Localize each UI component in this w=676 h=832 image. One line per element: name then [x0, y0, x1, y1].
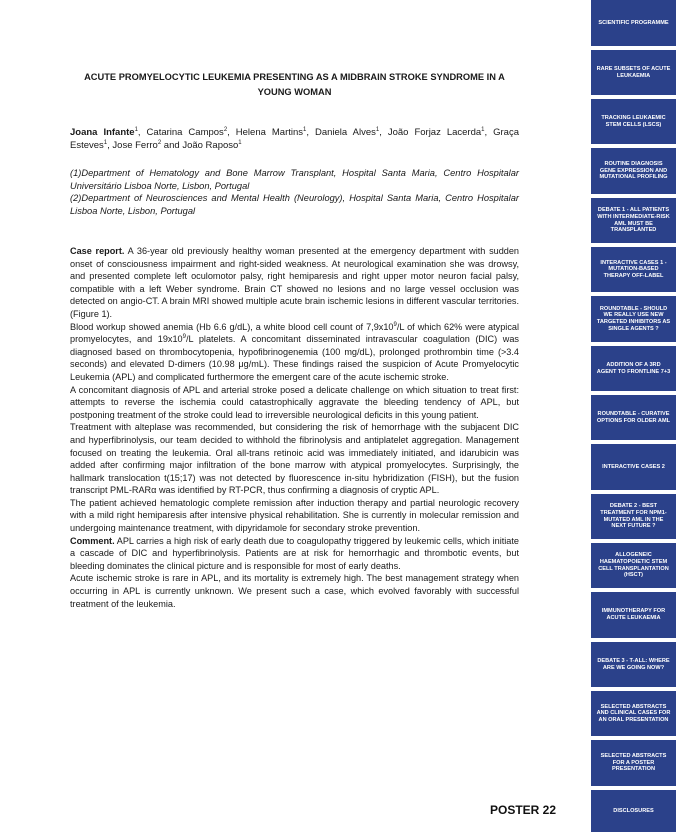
paragraph-outcome: The patient achieved hematologic complete remission after induction therapy and partial neurologic recovery with a mild right hemiparesis after intensive physical rehabilitation. She is currently in molecular remission and undergoing maintenance treatment, with dipyridamole for secondary stroke prevention.	[70, 497, 519, 534]
author-affiliation-mark: 1	[303, 126, 307, 133]
abstract-body	[70, 245, 519, 610]
paragraph-blood-workup	[70, 321, 519, 384]
sidebar-item-roundtable-inhibitors[interactable]: ROUNDTABLE - SHOULD WE REALLY USE NEW TARGETED INHIBITORS AS SINGLE AGENTS ?	[591, 296, 676, 342]
paragraph-text: Blood workup showed anemia (Hb 6.6 g/dL), a white blood cell count of 7,9x10	[70, 321, 394, 332]
title-line-2: YOUNG WOMAN	[257, 87, 332, 97]
paragraph-comment	[70, 535, 519, 573]
sidebar-item-selected-oral[interactable]: SELECTED ABSTRACTS AND CLINICAL CASES FOR AN ORAL PRESENTATION	[591, 691, 676, 736]
sidebar-item-routine-diagnosis[interactable]: ROUTINE DIAGNOSIS GENE EXPRESSION AND MUTATIONAL PROFILING	[591, 148, 676, 194]
sidebar-item-debate-2[interactable]: DEBATE 2 - BEST TREATMENT FOR NPM1-MUTATED AML IN THE NEXT FUTURE ?	[591, 494, 676, 539]
case-report-label: Case report.	[70, 246, 125, 256]
paragraph-text: A 36-year old previously healthy woman presented at the emergency department with sudden onset of consciousness impairment and right-sided weakness. At neurological examination she was drowsy, and presented complete left oculomotor palsy, right hemiparesis and right upper motor neuron facial palsy, compatible with a left Weber syndrome. Brain CT showed no lesions and no large vessel occlusion was detected on angio-CT. A brain MRI showed multiple acute brain ischemic lesions in different vascular territories. (Figure 1).	[70, 246, 520, 319]
author-affiliation-mark: 1	[375, 126, 380, 133]
author-name: Joana Infante	[70, 127, 135, 138]
paragraph-text: /L platelets. A concomitant disseminated intravascular coagulation (DIC) was diagnosed based on thrombocytopenia, hypofibrinogenemia (100 mg/dL), prolonged prothrombin time (>3.4 seconds) and elevated D-dimers (10.98 μg/mL). These findings raised the suspicion of Acute Promyelocytic Leukemia (APL) and complicated furthermore the emergent care of the acute ischemic stroke.	[70, 334, 519, 382]
paragraph-text: APL carries a high risk of early death due to coagulopathy triggered by leukemic cells, which initiate a cascade of DIC and hyperfibrinolysis. Patients are at risk for hemorrhagic and thrombotic events, but bleeding dominates the clinical picture and is responsible for most of early deaths.	[70, 535, 519, 571]
sidebar-item-interactive-cases-1[interactable]: INTERACTIVE CASES 1 - MUTATION-BASED THERAPY OFF-LABEL	[591, 247, 676, 292]
sidebar-item-debate-1[interactable]: DEBATE 1 - ALL PATIENTS WITH INTERMEDIATE-RISK AML MUST BE TRANSPLANTED	[591, 198, 676, 243]
sidebar-item-interactive-cases-2[interactable]: INTERACTIVE CASES 2	[591, 444, 676, 490]
paragraph-case-report	[70, 245, 519, 321]
sidebar-item-rare-subsets[interactable]: RARE SUBSETS OF ACUTE LEUKAEMIA	[591, 50, 676, 95]
sidebar-item-scientific-programme[interactable]: SCIENTIFIC PROGRAMME	[591, 0, 676, 46]
paragraph-conclusion: Acute ischemic stroke is rare in APL, and its mortality is extremely high. The best management strategy when occurring in APL is currently unknown. We present such a case, which evolved favorably with successful treatment of the leukemia.	[70, 573, 519, 609]
affiliations	[70, 167, 519, 217]
author-affiliation-mark: 1	[238, 139, 242, 146]
sidebar-item-third-agent[interactable]: ADDITION OF A 3RD AGENT TO FRONTLINE 7+3	[591, 346, 676, 391]
sidebar-item-allogeneic-hsct[interactable]: ALLOGENEIC HAEMATOPOIETIC STEM CELL TRANSPLANTATION (HSCT)	[591, 543, 676, 588]
author-name: Helena Martins	[235, 127, 304, 138]
author-affiliation-mark: 2	[223, 126, 228, 133]
affiliation-1: (1)Department of Hematology and Bone Marrow Transplant, Hospital Santa Maria, Centro Hospitalar Universitário Lisboa Norte, Lisbon, Portugal	[70, 168, 519, 191]
author-affiliation-mark: 1	[481, 126, 485, 133]
author-name: Catarina Campos	[146, 127, 224, 138]
author-name: Graça Esteves	[70, 127, 519, 151]
author-affiliation-mark: 1	[134, 126, 138, 133]
sidebar-item-tracking-lscs[interactable]: TRACKING LEUKAEMIC STEM CELLS (LSCS)	[591, 99, 676, 144]
author-list: Joana Infante$^1$, Catarina Campos$^2$, Helena Martins$^1$, Daniela Alves$^1$, João Forjaz Lacerda$^1$, Graça Esteves$^1$, Jose Ferro$^2$ and João Raposo$^1$	[70, 126, 519, 151]
sidebar-nav	[591, 0, 676, 832]
sidebar-item-debate-3[interactable]: DEBATE 3 - T-ALL: WHERE ARE WE GOING NOW?	[591, 642, 676, 687]
title-line-1: ACUTE PROMYELOCYTIC LEUKEMIA PRESENTING AS A MIDBRAIN STROKE SYNDROME IN A	[84, 72, 505, 82]
author-name: Jose Ferro	[112, 140, 158, 151]
sidebar-item-roundtable-older-aml[interactable]: ROUNDTABLE - CURATIVE OPTIONS FOR OLDER AML	[591, 395, 676, 440]
sidebar-item-immunotherapy[interactable]: IMMUNOTHERAPY FOR ACUTE LEUKAEMIA	[591, 592, 676, 638]
author-affiliation-mark: 1	[103, 139, 108, 146]
abstract-title	[70, 70, 519, 100]
affiliation-2: (2)Department of Neurosciences and Mental Health (Neurology), Hospital Santa Maria, Centro Hospitalar Lisboa Norte, Lisbon, Portugal	[70, 193, 519, 216]
comment-label: Comment.	[70, 535, 115, 546]
exponent: 9	[393, 321, 397, 328]
author-name: João Forjaz Lacerda	[387, 127, 482, 138]
author-affiliation-mark: 2	[157, 139, 162, 146]
paragraph-treatment: Treatment with alteplase was recommended, but considering the risk of hemorrhage with the subjacent DIC and hyperfibrinolysis, our team decided to withhold the fibrinolysis and antiplatelet aggregation. Management focused on treating the leukemia. Oral all-trans retinoic acid was immediately initiated, and idarubicin was added after confirming major infiltration of the bone marrow with atypical promyelocytes. Surprisingly, the hallmark translocation t(15;17) was not detected by fluorescence in-situ hybridization (FISH), but the fusion transcript PML-RARα was identified by RT-PCR, thus confirming a diagnosis of cryptic APL.	[70, 422, 519, 496]
paragraph-text: /L of which 62% were atypical promyelocytes, and 19x10	[70, 321, 519, 345]
sidebar-item-selected-poster[interactable]: SELECTED ABSTRACTS FOR A POSTER PRESENTATION	[591, 740, 676, 786]
exponent: 9	[182, 334, 186, 341]
poster-number: POSTER 22	[490, 803, 557, 817]
sidebar-item-disclosures[interactable]: DISCLOSURES	[591, 790, 676, 832]
author-name: Daniela Alves	[314, 127, 376, 138]
author-name: João Raposo	[182, 140, 239, 151]
paragraph-diagnosis: A concomitant diagnosis of APL and arterial stroke posed a delicate challenge on which situation to treat first: attempts to reverse the ischemia could catastrophically aggravate the bleeding tendency of APL, but postponing treatment of the stroke could lead to irreversible neurological deficits in this young patient.	[70, 384, 519, 420]
